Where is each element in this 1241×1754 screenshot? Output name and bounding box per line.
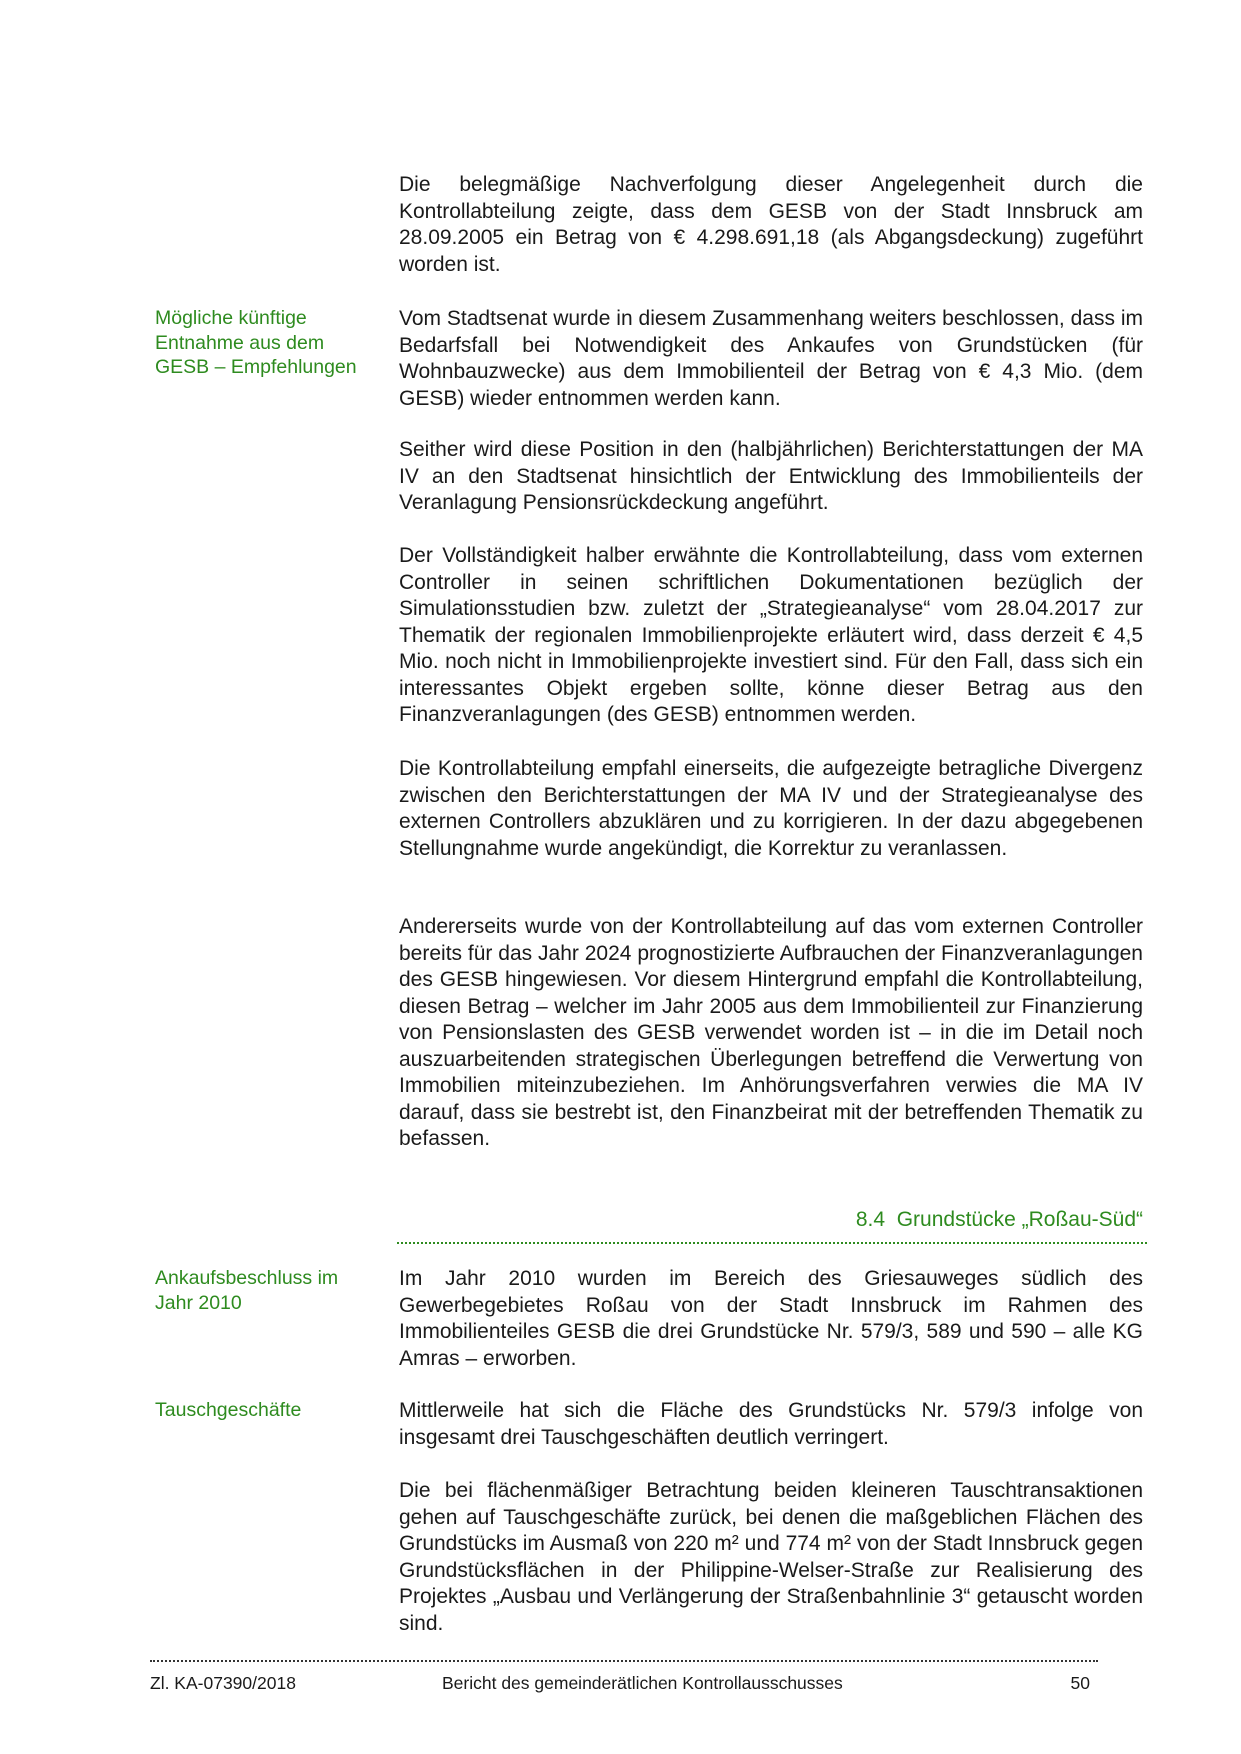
paragraph-recommendation-divergence: Die Kontrollabteilung empfahl einerseits, die aufgezeigte betragliche Divergenz zwischen den Berichterstattungen der MA IV und der Strategieanalyse des externen Controllers abzuklären und zu korrigieren. In der dazu abgegebenen Stellungnahme wurde angekündigt, die Korrektur zu veranlassen. — [399, 757, 1143, 860]
paragraph-exchange-details: Die bei flächenmäßiger Betrachtung beiden kleineren Tauschtransaktionen gehen auf Tauschgeschäfte zurück, bei denen die maßgeblichen Flächen des Grundstücks im Ausmaß von 220 m² und 774 m² von der Stadt Innsbruck gegen Grundstücksflächen in der Philippine-Welser-Straße zur Realisierung des Projektes „Ausbau und Verlängerung der Straßenbahnlinie 3“ getauscht worden sind. — [399, 1479, 1143, 1635]
footer-divider — [150, 1660, 1098, 1662]
section-title: Grundstücke „Roßau-Süd“ — [896, 1208, 1143, 1231]
footer-page-number: 50 — [1070, 1673, 1090, 1693]
paragraph-external-controller: Der Vollständigkeit halber erwähnte die Kontrollabteilung, dass vom externen Controller in seinen schriftlichen Dokumentationen bezüglich der Simulationsstudien bzw. zuletzt der „Strategieanalyse“ vom 28.04.2017 zur Thematik der regionalen Immobilienprojekte erläutert wird, dass derzeit € 4,5 Mio. noch nicht in Immobilienprojekte investiert sind. Für den Fall, dass sich ein interessantes Objekt ergeben sollte, könne dieser Betrag aus den Finanzveranlagungen (des GESB) entnommen werden. — [399, 544, 1143, 726]
section-heading — [399, 1207, 1145, 1233]
section-number: 8.4 — [855, 1208, 886, 1231]
paragraph-exchanges-reduction: Mittlerweile hat sich die Fläche des Grundstücks Nr. 579/3 infolge von insgesamt drei Tauschgeschäften deutlich verringert. — [399, 1399, 1143, 1449]
side-note-purchase-2010: Ankaufsbeschluss im Jahr 2010 — [155, 1267, 339, 1314]
section-divider — [397, 1242, 1147, 1244]
paragraph-gesb-transfer: Die belegmäßige Nachverfolgung dieser Angelegenheit durch die Kontrollabteilung zeigte, dass dem GESB von der Stadt Innsbruck am 28.09.2005 ein Betrag von € 4.298.691,18 (als Abgangsdeckung) zugeführt worden ist. — [399, 173, 1143, 276]
footer-reference: Zl. KA-07390/2018 — [150, 1673, 296, 1693]
paragraph-recommendation-strategy: Andererseits wurde von der Kontrollabteilung auf das vom externen Controller bereits für das Jahr 2024 prognostizierte Aufbrauchen der Finanzveranlagungen des GESB hingewiesen. Vor diesem Hintergrund empfahl die Kontrollabteilung, diesen Betrag – welcher im Jahr 2005 aus dem Immobilienteil zur Finanzierung von Pensionslasten des GESB verwendet worden ist – in die im Detail noch auszuarbeitenden strategischen Überlegungen betreffend die Verwertung von Immobilien miteinzubeziehen. Im Anhörungsverfahren verwies die MA IV darauf, dass sie bestrebt ist, den Finanzbeirat mit der betreffenden Thematik zu befassen. — [399, 915, 1143, 1150]
paragraph-stadtsenat-decision: Vom Stadtsenat wurde in diesem Zusammenhang weiters beschlossen, dass im Bedarfsfall bei Notwendigkeit des Ankaufes von Grundstücken (für Wohnbauzwecke) aus dem Immobilienteil der Betrag von € 4,3 Mio. (dem GESB) wieder entnommen werden kann. — [399, 307, 1143, 410]
paragraph-purchase-2010: Im Jahr 2010 wurden im Bereich des Griesauweges südlich des Gewerbegebietes Roßau von der Stadt Innsbruck im Rahmen des Immobilienteiles GESB die drei Grundstücke Nr. 579/3, 589 und 590 – alle KG Amras – erworben. — [399, 1267, 1143, 1370]
footer-report-title: Bericht des gemeinderätlichen Kontrollausschusses — [442, 1673, 843, 1693]
paragraph-reporting-position: Seither wird diese Position in den (halbjährlichen) Berichterstattungen der MA IV an den Stadtsenat hinsichtlich der Entwicklung des Immobilienteils der Veranlagung Pensionsrückdeckung angeführt. — [399, 438, 1143, 514]
side-note-exchanges: Tauschgeschäfte — [155, 1399, 302, 1421]
side-note-possible-withdrawal: Mögliche künftige Entnahme aus dem GESB – Empfehlungen — [155, 307, 357, 378]
